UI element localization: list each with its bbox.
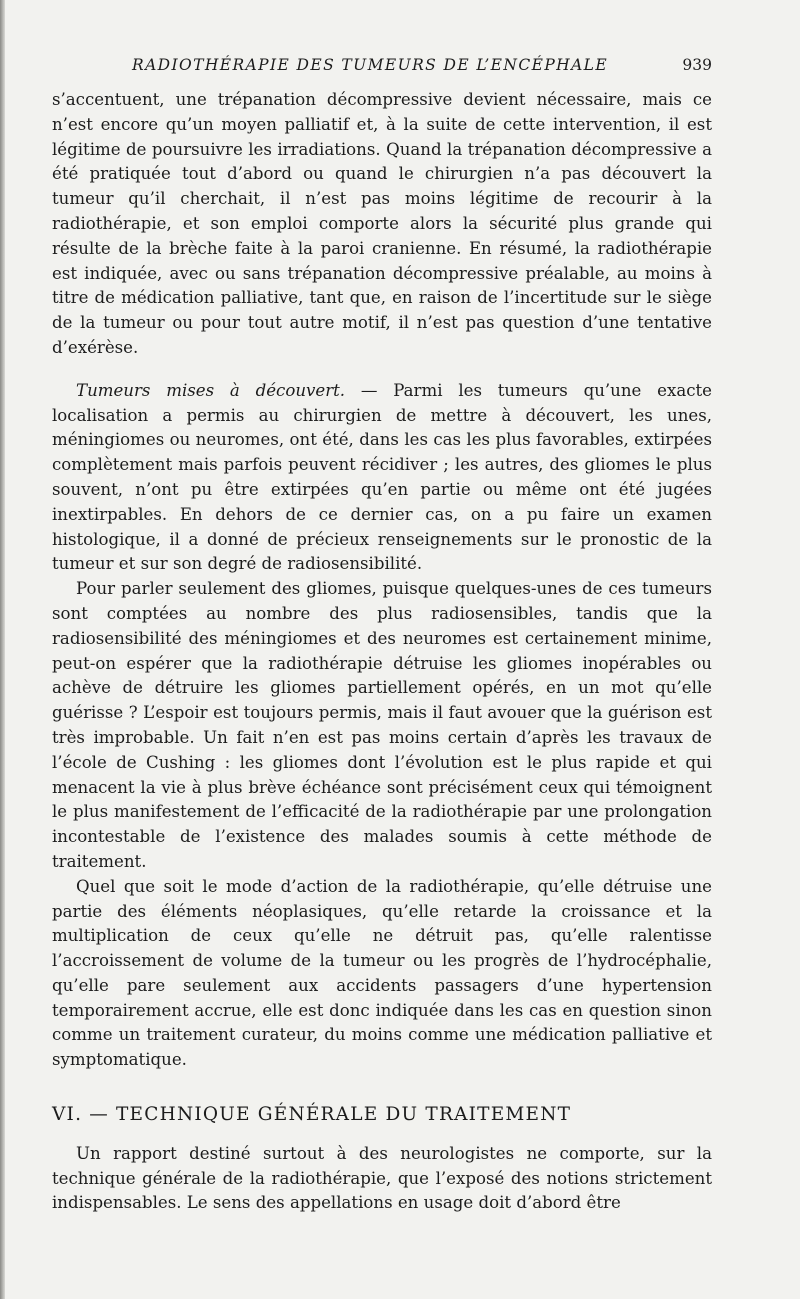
paragraph-2-text: — Parmi les tumeurs qu’une exacte localisation a permis au chirurgien de mettre à découvert, les unes, méningiomes ou neuromes, ont été, dans les cas les plus favorables, extirpées complètement mais parfois peuvent récidiver ; les autres, des gliomes le plus souvent, n’ont pu être extirpées qu’en partie ou même ont été jugées inextirpables. En dehors de ce dernier cas, on a pu faire un examen histologique, il a donné de précieux renseignements sur le pronostic de la tumeur et sur son degré de radiosensibilité. [52,380,712,574]
page-number: 939 [682,56,712,74]
section-title: VI. — TECHNIQUE GÉNÉRALE DU TRAITEMENT [52,1104,572,1126]
subheading-tumeurs-mises-a-decouvert: Tumeurs mises à découvert. [76,380,346,400]
page-header [52,56,712,80]
body-text [52,88,712,1216]
page-edge-shadow [0,0,5,1299]
paragraph-3: Pour parler seulement des gliomes, puisque quelques-unes de ces tumeurs sont comptées au nombre des plus radiosensibles, tandis que la radiosensibilité des méningiomes et des neuromes est certainement minime, peut-on espérer que la radiothérapie détruise les gliomes inopérables ou achève de détruire les gliomes partiellement opérés, en un mot qu’elle guérisse ? L’espoir est toujours permis, mais il faut avouer que la guérison est très improbable. Un fait n’en est pas moins certain d’après les travaux de l’école de Cushing : les gliomes dont l’évolution est le plus rapide et qui menacent la vie à plus brève échéance sont précisément ceux qui témoignent le plus manifestement de l’efficacité de la radiothérapie par une prolongation incontestable de l’existence des malades soumis à cette méthode de traitement. [52,579,712,871]
paragraph-2 [52,379,712,577]
paragraph-4: Quel que soit le mode d’action de la radiothérapie, qu’elle détruise une partie des éléments néoplasiques, qu’elle retarde la croissance et la multiplication de ceux qu’elle ne détruit pas, qu’elle ralentisse l’accroissement de volume de la tumeur ou les progrès de l’hydrocéphalie, qu’elle pare seulement aux accidents passagers d’une hypertension temporairement accrue, elle est donc indiquée dans les cas en question sinon comme un traitement curateur, du moins comme une médication palliative et symptomatique. [52,876,712,1070]
paragraph-1: s’accentuent, une trépanation décompressive devient nécessaire, mais ce n’est encore qu’un moyen palliatif et, à la suite de cette intervention, il est légitime de poursuivre les irradiations. Quand la trépanation décompressive a été pratiquée tout d’abord ou quand le chirurgien n’a pas découvert la tumeur qu’il cherchait, il n’est pas moins légitime de recourir à la radiothérapie, et son emploi comporte alors la sécurité plus grande qui résulte de la brèche faite à la paroi cranienne. En résumé, la radiothérapie est indiquée, avec ou sans trépanation décompressive préalable, au moins à titre de médication palliative, tant que, en raison de l’incertitude sur le siège de la tumeur ou pour tout autre motif, il n’est pas question d’une tentative d’exérèse. [52,90,712,357]
paragraph-5: Un rapport destiné surtout à des neurologistes ne comporte, sur la technique générale de la radiothérapie, que l’exposé des notions strictement indispensables. Le sens des appellations en usage doit d’abord être [52,1143,712,1213]
running-title: RADIOTHÉRAPIE DES TUMEURS DE L’ENCÉPHALE [132,56,609,74]
